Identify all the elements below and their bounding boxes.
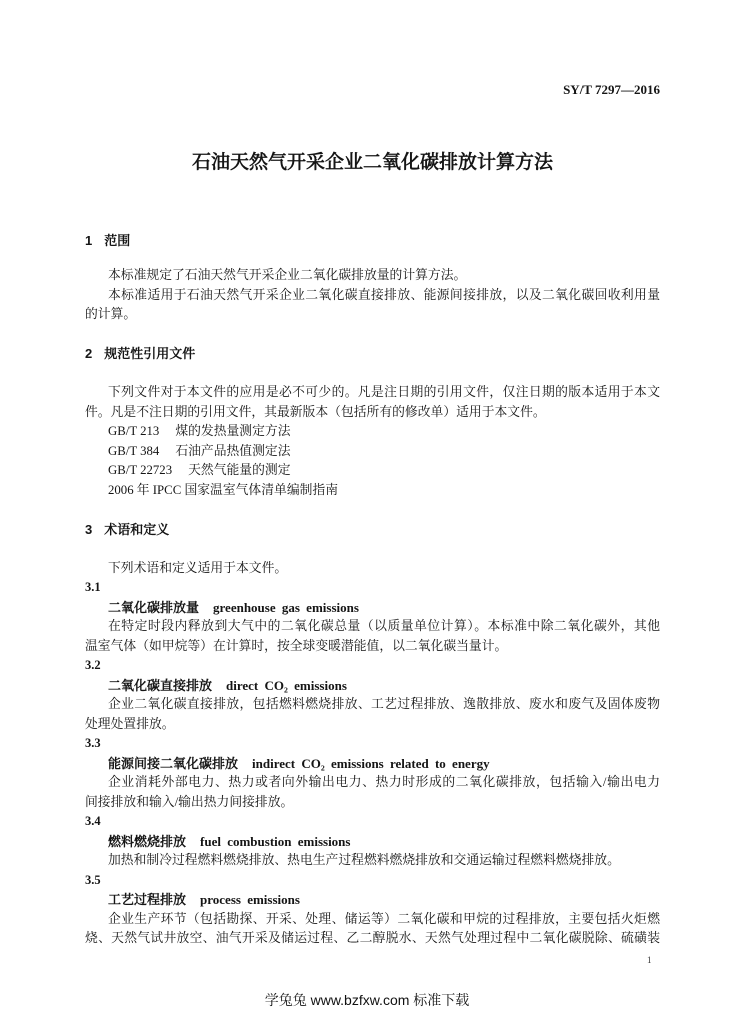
section-normative-references (85, 344, 660, 500)
section-terms-definitions (85, 520, 660, 949)
section-heading (85, 520, 660, 540)
term-heading (85, 598, 660, 618)
paragraph-line: 件。凡是不注日期的引用文件，其最新版本（包括所有的修改单）适用于本文件。 (85, 404, 546, 419)
reference-code: GB/T 22723 (108, 463, 173, 477)
term-heading (85, 890, 660, 910)
footer-watermark: 学兔兔 www.bzfxw.com 标准下载 (264, 992, 470, 1008)
section-title: 术语和定义 (104, 521, 170, 537)
term-english: process emissions (200, 892, 300, 907)
reference-title: 石油产品热值测定法 (175, 443, 291, 458)
standard-code: SY/T 7297—2016 (563, 82, 660, 97)
definition-line: 温室气体（如甲烷等）在计算时，按全球变暖潜能值，以二氧化碳当量计。 (85, 638, 508, 653)
paragraph-line: 本标准规定了石油天然气开采企业二氧化碳排放量的计算方法。 (108, 268, 467, 282)
section-number: 3 (85, 521, 93, 537)
term-heading (85, 832, 660, 852)
term-chinese: 能源间接二氧化碳排放 (108, 755, 239, 771)
section-title: 规范性引用文件 (104, 346, 196, 361)
term-chinese: 工艺过程排放 (108, 892, 187, 907)
reference-code: GB/T 384 (108, 443, 160, 458)
term-english: direct CO₂ emissions (226, 677, 347, 693)
term-chinese: 燃料燃烧排放 (108, 833, 187, 849)
definition-line: 间接排放和输入/输出热力间接排放。 (85, 794, 294, 809)
page-number: 1 (647, 955, 652, 965)
definition-line: 处理处置排放。 (85, 716, 175, 731)
term-chinese: 二氧化碳排放量 (108, 599, 200, 615)
reference-item (85, 461, 660, 481)
term-number: 3.1 (85, 580, 101, 594)
paragraph-line: 下列术语和定义适用于本文件。 (108, 560, 288, 575)
definition-line: 企业二氧化碳直接排放，包括燃料燃烧排放、工艺过程排放、逸散排放、废水和废气及固体废物 (108, 697, 660, 711)
reference-item (85, 442, 660, 462)
term-heading (85, 754, 660, 774)
reference-item (85, 422, 660, 442)
term-number: 3.2 (85, 658, 101, 672)
definition-line: 烧、天然气试井放空、油气开采及储运过程、乙二醇脱水、天然气处理过程中二氧化碳脱除、硫磺装 (85, 931, 660, 945)
section-scope (85, 231, 660, 325)
reference-item (85, 481, 660, 501)
reference-code: GB/T 213 (108, 424, 160, 438)
definition-line: 企业消耗外部电力、热力或者向外输出电力、热力时形成的二氧化碳排放，包括输入/输出电力 (108, 775, 660, 789)
definition-line: 加热和制冷过程燃料燃烧排放、热电生产过程燃料燃烧排放和交通运输过程燃料燃烧排放。 (108, 853, 620, 867)
term-number: 3.5 (85, 872, 101, 887)
reference-title: 煤的发热量测定方法 (175, 424, 291, 438)
section-heading (85, 344, 660, 364)
section-number: 1 (85, 233, 93, 248)
term-number: 3.4 (85, 814, 101, 828)
term-heading (85, 676, 660, 696)
paragraph-line: 的计算。 (85, 307, 137, 321)
definition-line: 在特定时段内释放到大气中的二氧化碳总量（以质量单位计算）。本标准中除二氧化碳外，其他 (108, 619, 660, 633)
section-number: 2 (85, 346, 93, 361)
definition-line: 企业生产环节（包括勘探、开采、处理、储运等）二氧化碳和甲烷的过程排放，主要包括火炬燃 (108, 911, 660, 926)
term-english: indirect CO₂ emissions related to energy (252, 755, 490, 771)
document-body (85, 231, 660, 949)
term-english: greenhouse gas emissions (213, 599, 359, 615)
section-title: 范围 (104, 233, 131, 248)
reference-title: 2006 年 IPCC 国家温室气体清单编制指南 (108, 482, 339, 497)
term-english: fuel combustion emissions (200, 833, 351, 849)
term-chinese: 二氧化碳直接排放 (108, 677, 213, 693)
reference-title: 天然气能量的测定 (188, 463, 291, 477)
document-title: 石油天然气开采企业二氧化碳排放计算方法 (191, 152, 553, 173)
term-number: 3.3 (85, 736, 101, 750)
paragraph-line: 本标准适用于石油天然气开采企业二氧化碳直接排放、能源间接排放，以及二氧化碳回收利用量 (108, 287, 660, 302)
section-heading (85, 231, 660, 251)
paragraph-line: 下列文件对于本文件的应用是必不可少的。凡是注日期的引用文件，仅注日期的版本适用于本文 (108, 385, 660, 399)
